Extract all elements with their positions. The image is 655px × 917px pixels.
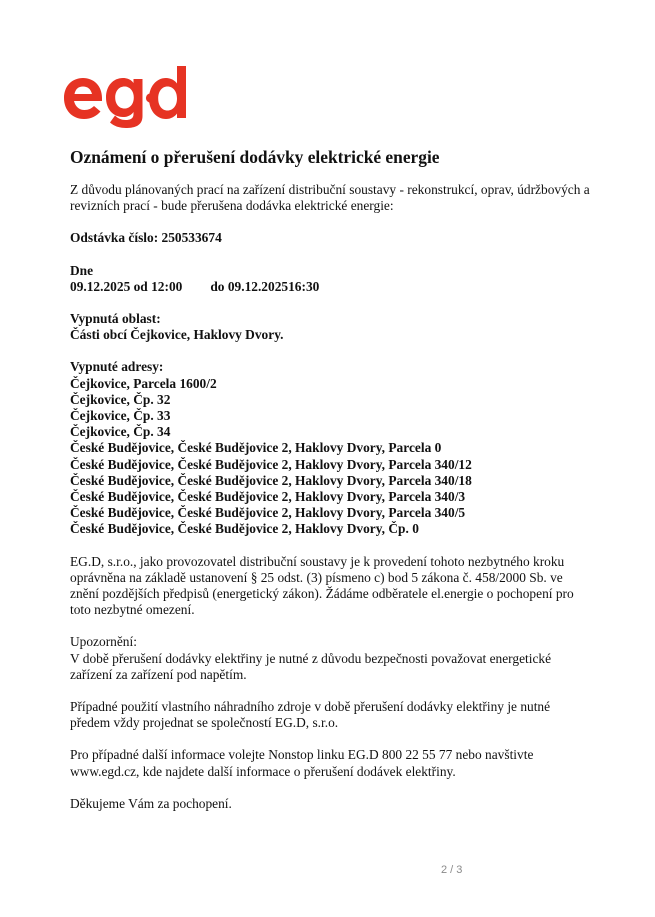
address-item: České Budějovice, České Budějovice 2, Haklovy Dvory, Parcela 340/12 — [70, 456, 472, 472]
warning-text: V době přerušení dodávky elektřiny je nutné z důvodu bezpečnosti považovat energetické zařízení za zařízení pod napětím. — [70, 650, 552, 682]
page-number: 2 / 3 — [441, 864, 463, 876]
legal-paragraph: EG.D, s.r.o., jako provozovatel distribuční soustavy je k provedení tohoto nezbytného kroku oprávněna na základě ustanovení § 25 odst. (3) písmeno c) bod 5 zákona č. 458/2000 Sb. ve znění pozdějších předpisů (energetický zákon). Žádáme odběratele el.energie o pochopení pro toto nezbytné omezení. — [70, 553, 574, 618]
intro-paragraph: Z důvodu plánovaných prací na zařízení distribuční soustavy - rekonstrukcí, oprav, údržbových a revizních prací - bude přerušena dodávka elektrické energie: — [70, 182, 590, 214]
address-item: České Budějovice, České Budějovice 2, Haklovy Dvory, Parcela 340/18 — [70, 472, 472, 488]
address-item: Čejkovice, Parcela 1600/2 — [70, 375, 217, 391]
address-item: České Budějovice, České Budějovice 2, Haklovy Dvory, Čp. 0 — [70, 521, 419, 537]
outage-number: Odstávka číslo: 250533674 — [70, 230, 222, 246]
address-item: České Budějovice, České Budějovice 2, Haklovy Dvory, Parcela 340/5 — [70, 505, 466, 521]
date-range — [70, 279, 590, 295]
address-item: Čejkovice, Čp. 32 — [70, 391, 171, 407]
backup-source-paragraph: Případné použití vlastního náhradního zdroje v době přerušení dodávky elektřiny je nutné předem vždy projednat se společností EG.D, s.r.o. — [70, 699, 551, 731]
notice-content — [70, 146, 590, 812]
address-item: Čejkovice, Čp. 33 — [70, 408, 171, 424]
date-to: do 09.12.202516:30 — [210, 278, 320, 294]
address-list — [70, 376, 590, 538]
area-value: Části obcí Čejkovice, Haklovy Dvory. — [70, 327, 284, 343]
date-label: Dne — [70, 262, 94, 278]
addresses-label: Vypnuté adresy: — [70, 359, 164, 375]
egd-logo-icon — [62, 62, 187, 128]
date-from: 09.12.2025 od 12:00 — [70, 278, 183, 294]
closing-text: Děkujeme Vám za pochopení. — [70, 795, 232, 811]
area-label: Vypnutá oblast: — [70, 311, 161, 327]
address-item: České Budějovice, České Budějovice 2, Haklovy Dvory, Parcela 340/3 — [70, 489, 466, 505]
warning-label: Upozornění: — [70, 634, 137, 650]
address-item: České Budějovice, České Budějovice 2, Haklovy Dvory, Parcela 0 — [70, 440, 442, 456]
page-title: Oznámení o přerušení dodávky elektrické energie — [70, 147, 440, 167]
contact-paragraph: Pro případné další informace volejte Nonstop linku EG.D 800 22 55 77 nebo navštivte www.egd.cz, kde najdete další informace o přerušení dodávek elektřiny. — [70, 747, 534, 779]
address-item: Čejkovice, Čp. 34 — [70, 424, 171, 440]
